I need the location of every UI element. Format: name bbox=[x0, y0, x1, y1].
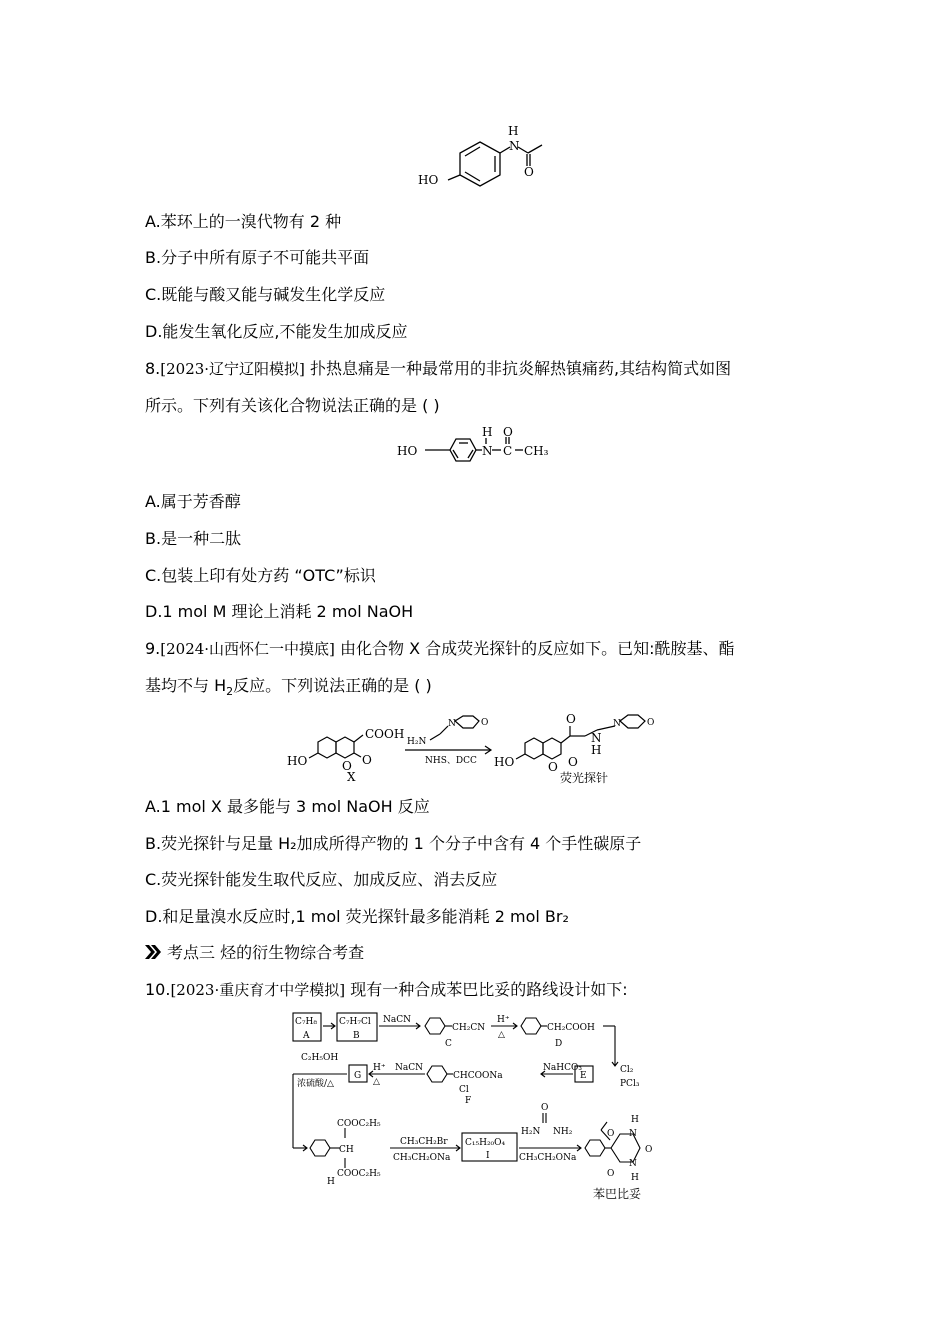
q9-stem-text1: 由化合物 X 合成荧光探针的反应如下。已知:酰胺基、酯 bbox=[334, 639, 735, 658]
q10-product-label: 苯巴比妥 bbox=[593, 1187, 642, 1201]
q9-x-o1: O bbox=[342, 759, 352, 773]
q10-d-label: D bbox=[555, 1039, 563, 1049]
q9-product-o-ring2: O bbox=[647, 718, 655, 728]
q9-option-d: D.和足量溴水反应时,1 mol 荧光探针最多能消耗 2 mol Br₂ bbox=[145, 907, 569, 926]
q10-number: 10. bbox=[145, 980, 171, 999]
q10-hplus1: H⁺ bbox=[497, 1015, 510, 1025]
q10-cooc2h5-top: COOC₂H₅ bbox=[337, 1119, 381, 1129]
q10-h2so4: 浓硫酸/△ bbox=[297, 1079, 334, 1089]
section-title: 考点三 烃的衍生物综合考查 bbox=[167, 943, 365, 962]
q8-struct-o: O bbox=[503, 425, 513, 439]
q9-product-o-lactone: O bbox=[568, 755, 578, 769]
q10-ch2cn: CH₂CN bbox=[452, 1023, 486, 1033]
q10-urea-o: O bbox=[541, 1103, 549, 1113]
q10-synthesis-scheme bbox=[285, 1008, 675, 1203]
q9-x-label: X bbox=[347, 770, 356, 784]
q10-stem-text: 现有一种合成苯巴比妥的路线设计如下: bbox=[345, 980, 628, 999]
q10-ch: CH bbox=[339, 1145, 354, 1155]
q7-option-b: B.分子中所有原子不可能共平面 bbox=[145, 248, 370, 267]
q7-option-c: C.既能与酸又能与碱发生化学反应 bbox=[145, 285, 386, 304]
q8-option-b: B.是一种二肽 bbox=[145, 529, 242, 548]
q10-stem bbox=[145, 979, 628, 1001]
q8-option-c: C.包装上印有处方药 “OTC”标识 bbox=[145, 566, 376, 585]
q9-source: [2024·山西怀仁一中摸底] bbox=[160, 640, 335, 658]
q10-ch2cooh: CH₂COOH bbox=[547, 1023, 595, 1033]
q8-struct-h: H bbox=[482, 425, 493, 439]
q10-ch3ch2ona1: CH₃CH₂ONa bbox=[393, 1153, 451, 1163]
q9-stem-sub: 2 bbox=[226, 685, 234, 699]
q7-option-a: A.苯环上的一溴代物有 2 种 bbox=[145, 212, 342, 231]
q8-stem-text1: 扑热息痛是一种最常用的非抗炎解热镇痛药,其结构简式如图 bbox=[304, 359, 732, 378]
q9-stem-text2a: 基均不与 H bbox=[145, 676, 227, 695]
section-header bbox=[145, 942, 364, 964]
q9-reagent-o: O bbox=[481, 718, 489, 728]
q8-source: [2023·辽宁辽阳模拟] bbox=[160, 360, 305, 378]
q10-a-label: A bbox=[303, 1031, 310, 1041]
struct1-o: O bbox=[524, 165, 534, 179]
q9-number: 9. bbox=[145, 639, 161, 658]
q10-prod-o1: O bbox=[607, 1129, 615, 1139]
q10-prod-o2: O bbox=[645, 1145, 653, 1155]
q10-nahco3: NaHCO₃ bbox=[543, 1063, 582, 1073]
q9-conditions: NHS、DCC bbox=[425, 756, 477, 766]
double-chevron-icon bbox=[145, 945, 161, 959]
struct1-h: H bbox=[508, 124, 519, 138]
q10-a-formula: C₇H₈ bbox=[295, 1017, 317, 1027]
q10-c-label: C bbox=[445, 1039, 452, 1049]
q9-product-o-ring: O bbox=[548, 760, 558, 774]
q10-b-label: B bbox=[353, 1031, 360, 1041]
q10-nacn1: NaCN bbox=[383, 1015, 412, 1025]
q9-product-o-amide: O bbox=[566, 712, 576, 726]
q7-option-d: D.能发生氧化反应,不能发生加成反应 bbox=[145, 322, 408, 341]
q10-h-label: H bbox=[327, 1177, 335, 1187]
q8-struct-c: C bbox=[503, 444, 513, 458]
q8-stem-line2: 所示。下列有关该化合物说法正确的是 ( ) bbox=[145, 396, 440, 415]
q9-x-o2: O bbox=[362, 753, 372, 767]
q10-cooc2h5-bottom: COOC₂H₅ bbox=[337, 1169, 381, 1179]
q8-number: 8. bbox=[145, 359, 161, 378]
q9-reagent-h2n: H₂N bbox=[407, 737, 427, 747]
q9-product-n-amide: N bbox=[591, 731, 602, 745]
q10-nacn2: NaCN bbox=[395, 1063, 424, 1073]
q8-option-a: A.属于芳香醇 bbox=[145, 492, 241, 511]
q10-chcoona: CHCOONa bbox=[453, 1071, 503, 1081]
q9-stem-line2 bbox=[145, 675, 432, 703]
struct1-n: N bbox=[509, 139, 520, 153]
q10-delta1: △ bbox=[498, 1030, 505, 1040]
q10-f-label: F bbox=[465, 1096, 472, 1106]
q9-reagent-n: N bbox=[448, 719, 456, 729]
q10-prod-h1: H bbox=[631, 1115, 639, 1125]
q10-prod-o3: O bbox=[607, 1169, 615, 1179]
q9-reaction-scheme bbox=[285, 706, 675, 786]
q10-prod-n1: N bbox=[629, 1129, 637, 1139]
q8-option-d: D.1 mol M 理论上消耗 2 mol NaOH bbox=[145, 602, 414, 621]
q8-struct-ch3: CH₃ bbox=[524, 444, 549, 458]
q10-prod-n2: N bbox=[629, 1159, 637, 1169]
q9-x-ho: HO bbox=[287, 754, 308, 768]
q9-product-h: H bbox=[591, 743, 602, 757]
q8-structure bbox=[395, 427, 560, 477]
q10-g-label: G bbox=[354, 1071, 362, 1081]
q10-ch3ch2br: CH₃CH₂Br bbox=[400, 1137, 448, 1147]
q9-option-c: C.荧光探针能发生取代反应、加成反应、消去反应 bbox=[145, 870, 498, 889]
q8-struct-ho: HO bbox=[397, 444, 418, 458]
q9-x-cooh: COOH bbox=[365, 727, 405, 741]
q9-option-b: B.荧光探针与足量 H₂加成所得产物的 1 个分子中含有 4 个手性碳原子 bbox=[145, 834, 642, 853]
q9-stem-line1 bbox=[145, 638, 735, 660]
q10-pcl3: PCl₃ bbox=[620, 1079, 640, 1089]
struct1-ho: HO bbox=[418, 173, 439, 187]
q10-delta2: △ bbox=[373, 1077, 380, 1087]
q10-hplus2: H⁺ bbox=[373, 1063, 386, 1073]
q9-product-n-ring: N bbox=[613, 719, 621, 729]
q10-b-formula: C₇H₇Cl bbox=[339, 1017, 371, 1027]
q10-urea-nh2: NH₂ bbox=[553, 1127, 573, 1137]
q8-stem-line1 bbox=[145, 358, 731, 380]
q10-urea-h2n: H₂N bbox=[521, 1127, 541, 1137]
q9-product-ho: HO bbox=[494, 755, 515, 769]
q10-ch3ch2ona2: CH₃CH₂ONa bbox=[519, 1153, 577, 1163]
q9-option-a: A.1 mol X 最多能与 3 mol NaOH 反应 bbox=[145, 797, 430, 816]
q10-e-label: E bbox=[580, 1071, 587, 1081]
q7-structure bbox=[410, 118, 550, 193]
q10-i-formula: C₁₅H₂₀O₄ bbox=[465, 1138, 506, 1148]
q10-cl2: Cl₂ bbox=[620, 1065, 634, 1075]
q10-prod-h2: H bbox=[631, 1173, 639, 1183]
q9-product-label: 荧光探针 bbox=[560, 771, 609, 785]
q10-c2h5oh: C₂H₅OH bbox=[301, 1053, 339, 1063]
q10-i-label: I bbox=[486, 1151, 490, 1161]
q10-cl: Cl bbox=[459, 1085, 469, 1095]
q10-source: [2023·重庆育才中学模拟] bbox=[170, 981, 346, 999]
q9-stem-text2b: 反应。下列说法正确的是 ( ) bbox=[233, 676, 432, 695]
q8-struct-n: N bbox=[482, 444, 493, 458]
